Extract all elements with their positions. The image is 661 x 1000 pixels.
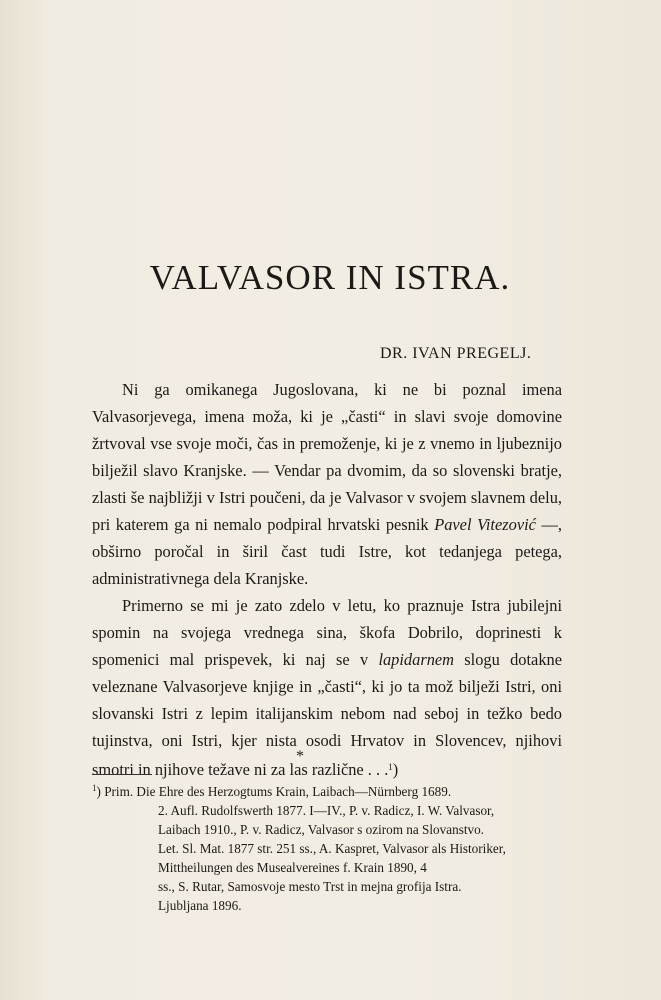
footnote xyxy=(92,779,562,915)
footnote-marker: 1 xyxy=(92,783,97,793)
footnote-line: Laibach 1910., P. v. Radicz, Valvasor s ozirom na Slovanstvo. xyxy=(158,822,484,837)
footnote-line: Let. Sl. Mat. 1877 str. 251 ss., A. Kaspret, Valvasor als Historiker, Mittheilungen des Musealvereines f. Krain 1890, 4 xyxy=(158,841,506,875)
paragraph-2-end: ) xyxy=(392,760,399,779)
footnote-line: ss., S. Rutar, Samosvoje mesto Trst in mejna grofija Istra. xyxy=(158,879,462,894)
paragraph-1-italic-name: Pavel Vitezović xyxy=(434,515,536,534)
paragraph-1-tail: —, obširno poročal in širil čast tudi Istre, kot tedanjega petega, administrativnega dela Kranjske. xyxy=(92,515,562,588)
paragraph-2-italic-word: lapidarnem xyxy=(378,650,455,669)
section-separator: * xyxy=(296,748,304,765)
footnote-rule xyxy=(92,774,152,775)
paragraph-2-text: Primerno se mi je zato zdelo v letu, ko praznuje Istra jubilejni spomin na svojega vrednega sina, škofa Dobrilo, doprinesti k spomenici mal prispevek, ki naj se v xyxy=(92,596,562,669)
article-title: VALVASOR IN ISTRA. xyxy=(149,258,511,297)
footnote-line: Ljubljana 1896. xyxy=(158,898,242,913)
paragraph-1 xyxy=(92,376,562,592)
footnote-line: 2. Aufl. Rudolfswerth 1877. I—IV., P. v. Radicz, I. W. Valvasor, xyxy=(158,803,495,818)
article-author: DR. IVAN PREGELJ. xyxy=(380,345,532,362)
paragraph-2 xyxy=(92,592,562,783)
paragraph-1-text: Ni ga omikanega Jugoslovana, ki ne bi poznal imena Valvasorjevega, imena moža, ki je „časti“ in slavi svoje domovine žrtvoval vse svoje moči, čas in premoženje, ki je z vnemo in ljubeznijo bilježil slavo Kranjske. — Vendar pa dvomim, da so slovenski bratje, zlasti še najbližji v Istri poučeni, da je Valvasor v svojem slavnem delu, pri katerem ga ni nemalo podpiral hrvatski pesnik xyxy=(92,380,562,534)
article-body xyxy=(92,376,562,783)
paragraph-2-tail: slogu dotakne veleznane Valvasorjeve knjige in „časti“, ki jo ta mož bilježi Istri, oni slovanski Istri z lepim italijanskim nebom nad seboj in težko bedo tujinstva, oni Istri, kjer nista osodi Hrvatov in Slovencev, njihovi smotri in njihove težave ni za las različne . . . xyxy=(92,650,562,779)
footnote-line: $^1$) Prim. Die Ehre des Herzogtums Krain, Laibach—Nürnberg 1689. xyxy=(92,783,452,799)
footnote-reference: 1 xyxy=(388,762,393,772)
